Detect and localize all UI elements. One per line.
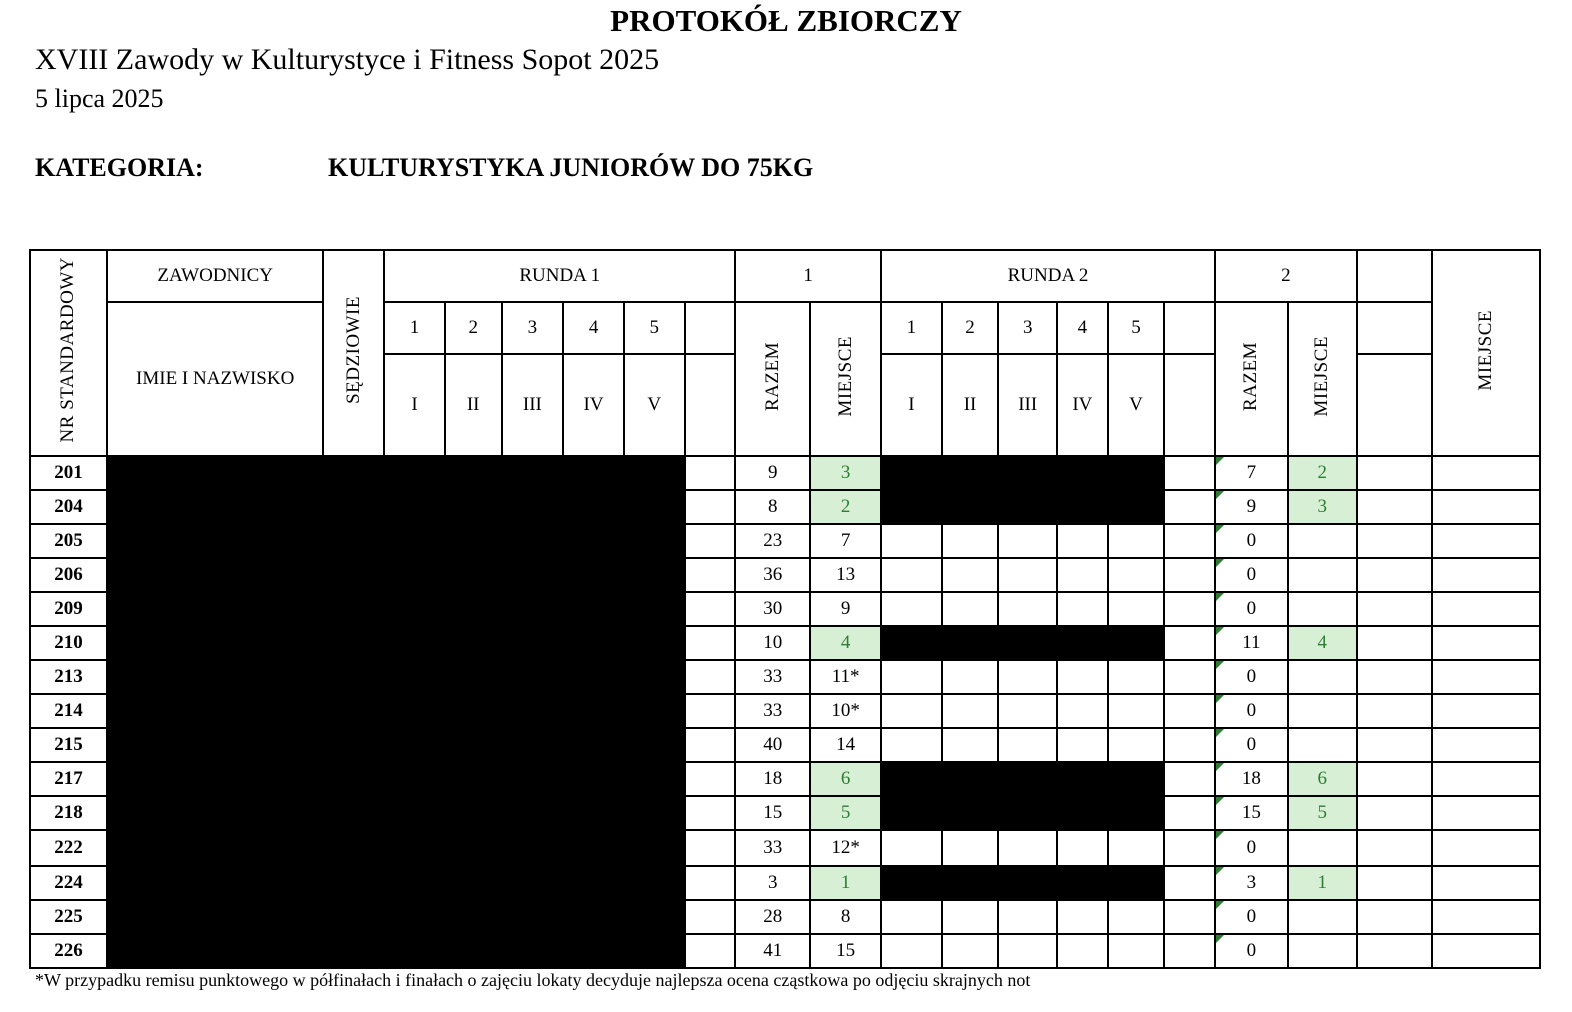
row-r2-razem: 0 (1215, 558, 1288, 592)
row-r2-judge-3 (998, 694, 1057, 728)
row-r2-judge-5 (1108, 830, 1165, 866)
row-r2-redacted-scores (881, 762, 1164, 796)
row-final-miejsce (1432, 830, 1540, 866)
row-r2-judge-1 (881, 728, 942, 762)
row-r1-extra (685, 524, 736, 558)
row-final-miejsce (1432, 626, 1540, 660)
row-r2-miejsce: 4 (1288, 626, 1357, 660)
header-r2-roman-1: I (881, 354, 942, 456)
row-r1-extra (685, 830, 736, 866)
row-r2-extra (1164, 762, 1215, 796)
row-final-miejsce (1432, 490, 1540, 524)
header-final-miejsce: MIEJSCE (1432, 250, 1540, 456)
row-r2-extra (1164, 866, 1215, 900)
row-r1-razem: 15 (735, 796, 810, 830)
row-r2-extra (1164, 592, 1215, 626)
row-blank (1357, 456, 1432, 490)
row-r1-razem: 33 (735, 830, 810, 866)
row-r1-miejsce: 3 (810, 456, 881, 490)
row-blank (1357, 762, 1432, 796)
row-r2-judge-5 (1108, 694, 1165, 728)
row-final-miejsce (1432, 456, 1540, 490)
footnote: *W przypadku remisu punktowego w półfinałach i finałach o zajęciu lokaty decyduje najlepsza ocena cząstkowa po odjęciu skrajnych not (35, 970, 1031, 990)
row-nr: 204 (30, 490, 107, 524)
header-r1-roman-2: II (445, 354, 502, 456)
row-r2-judge-3 (998, 558, 1057, 592)
row-r2-judge-4 (1057, 728, 1108, 762)
row-r2-judge-2 (942, 934, 999, 968)
row-r2-extra (1164, 694, 1215, 728)
header-runda-2: RUNDA 2 (881, 250, 1215, 302)
row-r2-redacted-scores (881, 490, 1164, 524)
row-r2-miejsce (1288, 900, 1357, 934)
row-r2-judge-1 (881, 934, 942, 968)
row-r2-miejsce (1288, 830, 1357, 866)
row-r1-extra (685, 660, 736, 694)
row-r2-judge-1 (881, 592, 942, 626)
row-r2-judge-1 (881, 900, 942, 934)
header-r1-roman-5: V (624, 354, 685, 456)
row-r2-razem: 15 (1215, 796, 1288, 830)
row-r2-razem: 0 (1215, 592, 1288, 626)
row-r1-razem: 9 (735, 456, 810, 490)
row-r1-razem: 23 (735, 524, 810, 558)
row-blank (1357, 830, 1432, 866)
row-blank (1357, 592, 1432, 626)
row-blank (1357, 728, 1432, 762)
event-date: 5 lipca 2025 (35, 84, 164, 113)
row-nr: 217 (30, 762, 107, 796)
header-imie-nazwisko: IMIE I NAZWISKO (107, 302, 324, 456)
row-r2-judge-3 (998, 934, 1057, 968)
row-r1-extra (685, 558, 736, 592)
row-r1-extra (685, 592, 736, 626)
row-r1-miejsce: 13 (810, 558, 881, 592)
row-r2-judge-2 (942, 592, 999, 626)
category-value: KULTURYSTYKA JUNIORÓW DO 75KG (328, 153, 814, 182)
header-r2-roman-3: III (998, 354, 1057, 456)
header-r2-roman-4: IV (1057, 354, 1108, 456)
row-nr: 210 (30, 626, 107, 660)
header-r2-judge-3: 3 (998, 302, 1057, 354)
row-r2-miejsce (1288, 592, 1357, 626)
row-r1-extra (685, 934, 736, 968)
row-blank (1357, 490, 1432, 524)
row-blank (1357, 558, 1432, 592)
row-r2-judge-2 (942, 660, 999, 694)
row-r2-judge-4 (1057, 660, 1108, 694)
row-r2-razem: 0 (1215, 900, 1288, 934)
row-blank (1357, 866, 1432, 900)
row-r1-extra (685, 626, 736, 660)
header-r1-judge-3: 3 (502, 302, 564, 354)
row-nr: 201 (30, 456, 107, 490)
row-r1-extra (685, 762, 736, 796)
row-nr: 226 (30, 934, 107, 968)
row-r2-judge-5 (1108, 900, 1165, 934)
row-final-miejsce (1432, 796, 1540, 830)
row-r2-judge-3 (998, 900, 1057, 934)
row-r1-miejsce: 8 (810, 900, 881, 934)
row-r2-judge-2 (942, 524, 999, 558)
row-r2-miejsce: 1 (1288, 866, 1357, 900)
row-r2-judge-2 (942, 558, 999, 592)
header-blank-a (1357, 250, 1432, 302)
redacted-names-and-scores (107, 456, 685, 968)
row-r2-judge-2 (942, 694, 999, 728)
row-r1-extra (685, 456, 736, 490)
row-r2-judge-3 (998, 592, 1057, 626)
row-r2-miejsce (1288, 694, 1357, 728)
row-r2-razem: 9 (1215, 490, 1288, 524)
row-final-miejsce (1432, 558, 1540, 592)
header-blank-c (1357, 354, 1432, 456)
row-r2-extra (1164, 490, 1215, 524)
row-r2-judge-3 (998, 728, 1057, 762)
row-r1-miejsce: 9 (810, 592, 881, 626)
header-r2-miejsce: MIEJSCE (1288, 302, 1357, 456)
header-blank-b (1357, 302, 1432, 354)
results-body (30, 456, 1540, 968)
row-r2-judge-3 (998, 830, 1057, 866)
row-r2-razem: 0 (1215, 524, 1288, 558)
row-r2-redacted-scores (881, 456, 1164, 490)
row-r1-extra (685, 866, 736, 900)
row-nr: 225 (30, 900, 107, 934)
row-final-miejsce (1432, 728, 1540, 762)
header-r1-judge-4: 4 (563, 302, 624, 354)
row-nr: 209 (30, 592, 107, 626)
row-r2-miejsce (1288, 660, 1357, 694)
row-r2-miejsce: 2 (1288, 456, 1357, 490)
row-blank (1357, 626, 1432, 660)
header-r1-roman-3: III (502, 354, 564, 456)
header-r1-judge-2: 2 (445, 302, 502, 354)
row-blank (1357, 900, 1432, 934)
row-blank (1357, 524, 1432, 558)
row-r2-razem: 7 (1215, 456, 1288, 490)
row-nr: 218 (30, 796, 107, 830)
header-runda-2-sum-group: 2 (1215, 250, 1357, 302)
header-r2-roman-extra (1164, 354, 1215, 456)
row-r2-judge-1 (881, 524, 942, 558)
row-r2-redacted-scores (881, 626, 1164, 660)
header-r1-miejsce: MIEJSCE (810, 302, 881, 456)
row-final-miejsce (1432, 524, 1540, 558)
row-r1-razem: 36 (735, 558, 810, 592)
row-r1-miejsce: 2 (810, 490, 881, 524)
row-blank (1357, 934, 1432, 968)
row-r2-razem: 11 (1215, 626, 1288, 660)
row-r2-extra (1164, 558, 1215, 592)
row-r1-razem: 10 (735, 626, 810, 660)
row-r2-miejsce (1288, 524, 1357, 558)
header-r2-extra (1164, 302, 1215, 354)
row-r2-extra (1164, 524, 1215, 558)
header-r2-judge-2: 2 (942, 302, 999, 354)
header-zawodnicy: ZAWODNICY (107, 250, 324, 302)
results-table (29, 249, 1541, 969)
header-r2-roman-5: V (1108, 354, 1165, 456)
row-r1-razem: 3 (735, 866, 810, 900)
header-r1-roman-4: IV (563, 354, 624, 456)
row-nr: 205 (30, 524, 107, 558)
row-r2-extra (1164, 728, 1215, 762)
row-nr: 224 (30, 866, 107, 900)
row-r2-miejsce: 3 (1288, 490, 1357, 524)
row-r2-judge-2 (942, 900, 999, 934)
header-nr-standardowy: NR STANDARDOWY (30, 250, 107, 456)
row-r1-razem: 33 (735, 694, 810, 728)
row-r2-razem: 3 (1215, 866, 1288, 900)
row-r2-extra (1164, 796, 1215, 830)
header-runda-1: RUNDA 1 (384, 250, 735, 302)
row-nr: 214 (30, 694, 107, 728)
row-r2-judge-5 (1108, 524, 1165, 558)
row-r2-judge-2 (942, 728, 999, 762)
header-r2-razem: RAZEM (1215, 302, 1288, 456)
row-blank (1357, 796, 1432, 830)
row-r1-razem: 18 (735, 762, 810, 796)
row-r2-miejsce (1288, 728, 1357, 762)
header-r2-roman-2: II (942, 354, 999, 456)
row-r1-miejsce: 7 (810, 524, 881, 558)
row-r2-razem: 0 (1215, 694, 1288, 728)
row-r2-judge-4 (1057, 694, 1108, 728)
row-r2-judge-5 (1108, 558, 1165, 592)
row-r1-extra (685, 728, 736, 762)
row-final-miejsce (1432, 900, 1540, 934)
header-r1-roman-extra (685, 354, 736, 456)
row-r2-razem: 0 (1215, 660, 1288, 694)
row-nr: 222 (30, 830, 107, 866)
row-r2-judge-2 (942, 830, 999, 866)
row-r1-razem: 28 (735, 900, 810, 934)
row-r1-miejsce: 4 (810, 626, 881, 660)
row-r2-judge-1 (881, 830, 942, 866)
row-r2-judge-5 (1108, 728, 1165, 762)
row-r2-miejsce: 5 (1288, 796, 1357, 830)
row-final-miejsce (1432, 934, 1540, 968)
row-r1-miejsce: 14 (810, 728, 881, 762)
row-r2-judge-1 (881, 558, 942, 592)
row-r1-miejsce: 6 (810, 762, 881, 796)
row-r1-extra (685, 796, 736, 830)
row-r2-miejsce: 6 (1288, 762, 1357, 796)
category-label: KATEGORIA: (35, 153, 204, 182)
row-r1-miejsce: 10* (810, 694, 881, 728)
header-r2-judge-4: 4 (1057, 302, 1108, 354)
row-final-miejsce (1432, 694, 1540, 728)
row-r2-judge-5 (1108, 934, 1165, 968)
row-r2-razem: 0 (1215, 728, 1288, 762)
row-r1-razem: 30 (735, 592, 810, 626)
row-nr: 206 (30, 558, 107, 592)
row-r1-razem: 33 (735, 660, 810, 694)
row-r1-extra (685, 694, 736, 728)
row-r2-redacted-scores (881, 796, 1164, 830)
row-r2-extra (1164, 934, 1215, 968)
row-r1-extra (685, 490, 736, 524)
row-r2-judge-1 (881, 660, 942, 694)
header-sedziowie: SĘDZIOWIE (323, 250, 384, 456)
row-r1-miejsce: 12* (810, 830, 881, 866)
header-r1-razem: RAZEM (735, 302, 810, 456)
row-r2-judge-4 (1057, 592, 1108, 626)
table-row (30, 456, 1540, 490)
header-runda-1-sum-group: 1 (735, 250, 881, 302)
header-r1-judge-5: 5 (624, 302, 685, 354)
row-final-miejsce (1432, 866, 1540, 900)
document-title: PROTOKÓŁ ZBIORCZY (610, 3, 962, 38)
row-r2-judge-1 (881, 694, 942, 728)
row-r2-judge-3 (998, 524, 1057, 558)
header-r1-judge-1: 1 (384, 302, 445, 354)
header-r2-judge-1: 1 (881, 302, 942, 354)
row-r2-judge-5 (1108, 660, 1165, 694)
event-name: XVIII Zawody w Kulturystyce i Fitness Sopot 2025 (35, 43, 660, 76)
row-r1-extra (685, 900, 736, 934)
header-r1-roman-1: I (384, 354, 445, 456)
row-r2-razem: 0 (1215, 830, 1288, 866)
row-r2-judge-4 (1057, 934, 1108, 968)
row-r2-redacted-scores (881, 866, 1164, 900)
header-r2-judge-5: 5 (1108, 302, 1165, 354)
row-r1-miejsce: 15 (810, 934, 881, 968)
row-r2-razem: 18 (1215, 762, 1288, 796)
row-r2-miejsce (1288, 934, 1357, 968)
row-nr: 215 (30, 728, 107, 762)
row-r2-extra (1164, 660, 1215, 694)
header-r1-extra (685, 302, 736, 354)
row-r1-miejsce: 1 (810, 866, 881, 900)
row-r2-judge-3 (998, 660, 1057, 694)
row-blank (1357, 660, 1432, 694)
row-r1-razem: 40 (735, 728, 810, 762)
row-r2-extra (1164, 900, 1215, 934)
row-r2-judge-4 (1057, 830, 1108, 866)
row-r2-razem: 0 (1215, 934, 1288, 968)
row-r2-judge-4 (1057, 900, 1108, 934)
row-r2-judge-5 (1108, 592, 1165, 626)
row-r1-miejsce: 5 (810, 796, 881, 830)
row-nr: 213 (30, 660, 107, 694)
row-r2-extra (1164, 456, 1215, 490)
row-r2-judge-4 (1057, 558, 1108, 592)
row-r1-miejsce: 11* (810, 660, 881, 694)
row-r1-razem: 41 (735, 934, 810, 968)
row-r2-judge-4 (1057, 524, 1108, 558)
row-final-miejsce (1432, 660, 1540, 694)
row-r1-razem: 8 (735, 490, 810, 524)
row-final-miejsce (1432, 762, 1540, 796)
row-final-miejsce (1432, 592, 1540, 626)
row-blank (1357, 694, 1432, 728)
row-r2-extra (1164, 830, 1215, 866)
row-r2-miejsce (1288, 558, 1357, 592)
row-r2-extra (1164, 626, 1215, 660)
